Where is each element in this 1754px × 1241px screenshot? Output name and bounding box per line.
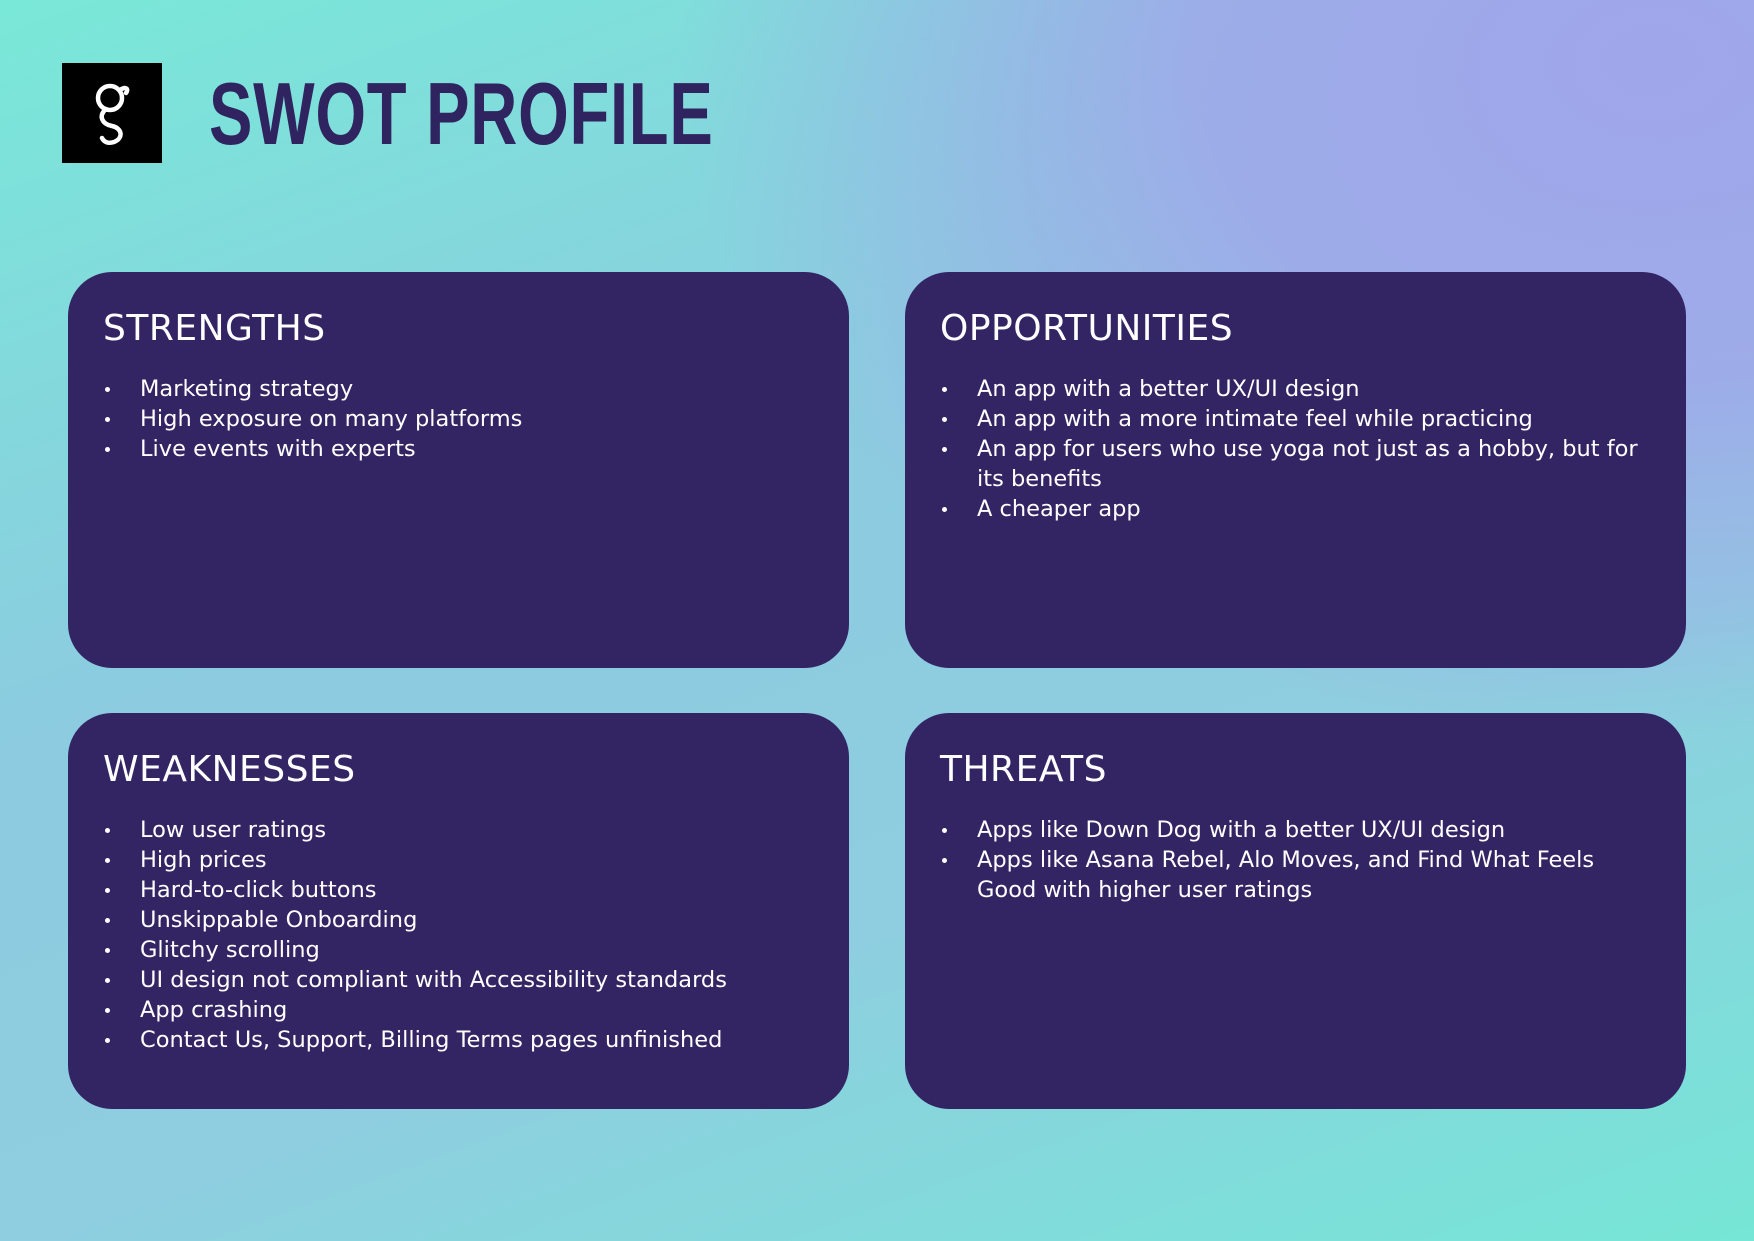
list-item-text: App crashing [140,997,288,1023]
list-item [103,815,815,845]
bullet-icon [942,387,947,392]
list-item-text: UI design not compliant with Accessibility standards [140,967,727,993]
threats-heading: THREATS [940,749,1107,790]
list-item [103,434,815,464]
list-item [940,374,1652,404]
list-item-text: Live events with experts [140,436,416,462]
list-item [103,404,815,434]
list-item [103,905,815,935]
list-item [103,965,815,995]
opportunities-card [905,272,1686,668]
list-item-text: Low user ratings [140,817,327,843]
list-item [940,434,1652,494]
list-item [103,875,815,905]
list-item-text: Contact Us, Support, Billing Terms pages unfinished [140,1027,723,1053]
threats-list [940,815,1652,905]
bullet-icon [942,858,947,863]
list-item [103,845,815,875]
list-item-text: Marketing strategy [140,376,354,402]
list-item [940,845,1652,905]
strengths-list [103,374,815,464]
opportunities-list [940,374,1652,524]
list-item-text: High exposure on many platforms [140,406,523,432]
bullet-icon [105,978,110,983]
bullet-icon [105,1008,110,1013]
weaknesses-heading: WEAKNESSES [103,749,356,790]
list-item-text: Apps like Down Dog with a better UX/UI design [977,817,1506,843]
bullet-icon [942,447,947,452]
list-item-text: An app for users who use yoga not just as a hobby, but for its benefits [977,436,1638,492]
list-item-text: An app with a better UX/UI design [977,376,1360,402]
opportunities-heading: OPPORTUNITIES [940,308,1234,349]
g-logo-icon [82,78,142,148]
strengths-card [68,272,849,668]
logo [62,63,162,163]
bullet-icon [105,828,110,833]
bullet-icon [105,1038,110,1043]
list-item [103,995,815,1025]
list-item [103,1025,815,1055]
weaknesses-card [68,713,849,1109]
list-item [103,374,815,404]
threats-card [905,713,1686,1109]
list-item-text: A cheaper app [977,496,1141,522]
list-item-text: Hard-to-click buttons [140,877,377,903]
list-item [940,815,1652,845]
list-item [103,935,815,965]
bullet-icon [105,918,110,923]
list-item-text: Unskippable Onboarding [140,907,418,933]
list-item-text: Apps like Asana Rebel, Alo Moves, and Find What Feels Good with higher user ratings [977,847,1595,903]
list-item-text: Glitchy scrolling [140,937,320,963]
page-title: SWOT PROFILE [209,64,714,163]
bullet-icon [942,828,947,833]
bullet-icon [105,858,110,863]
list-item [940,404,1652,434]
bullet-icon [105,417,110,422]
bullet-icon [105,387,110,392]
bullet-icon [942,507,947,512]
bullet-icon [105,948,110,953]
list-item-text: An app with a more intimate feel while practicing [977,406,1533,432]
list-item [940,494,1652,524]
list-item-text: High prices [140,847,267,873]
bullet-icon [942,417,947,422]
bullet-icon [105,447,110,452]
weaknesses-list [103,815,815,1055]
bullet-icon [105,888,110,893]
strengths-heading: STRENGTHS [103,308,326,349]
